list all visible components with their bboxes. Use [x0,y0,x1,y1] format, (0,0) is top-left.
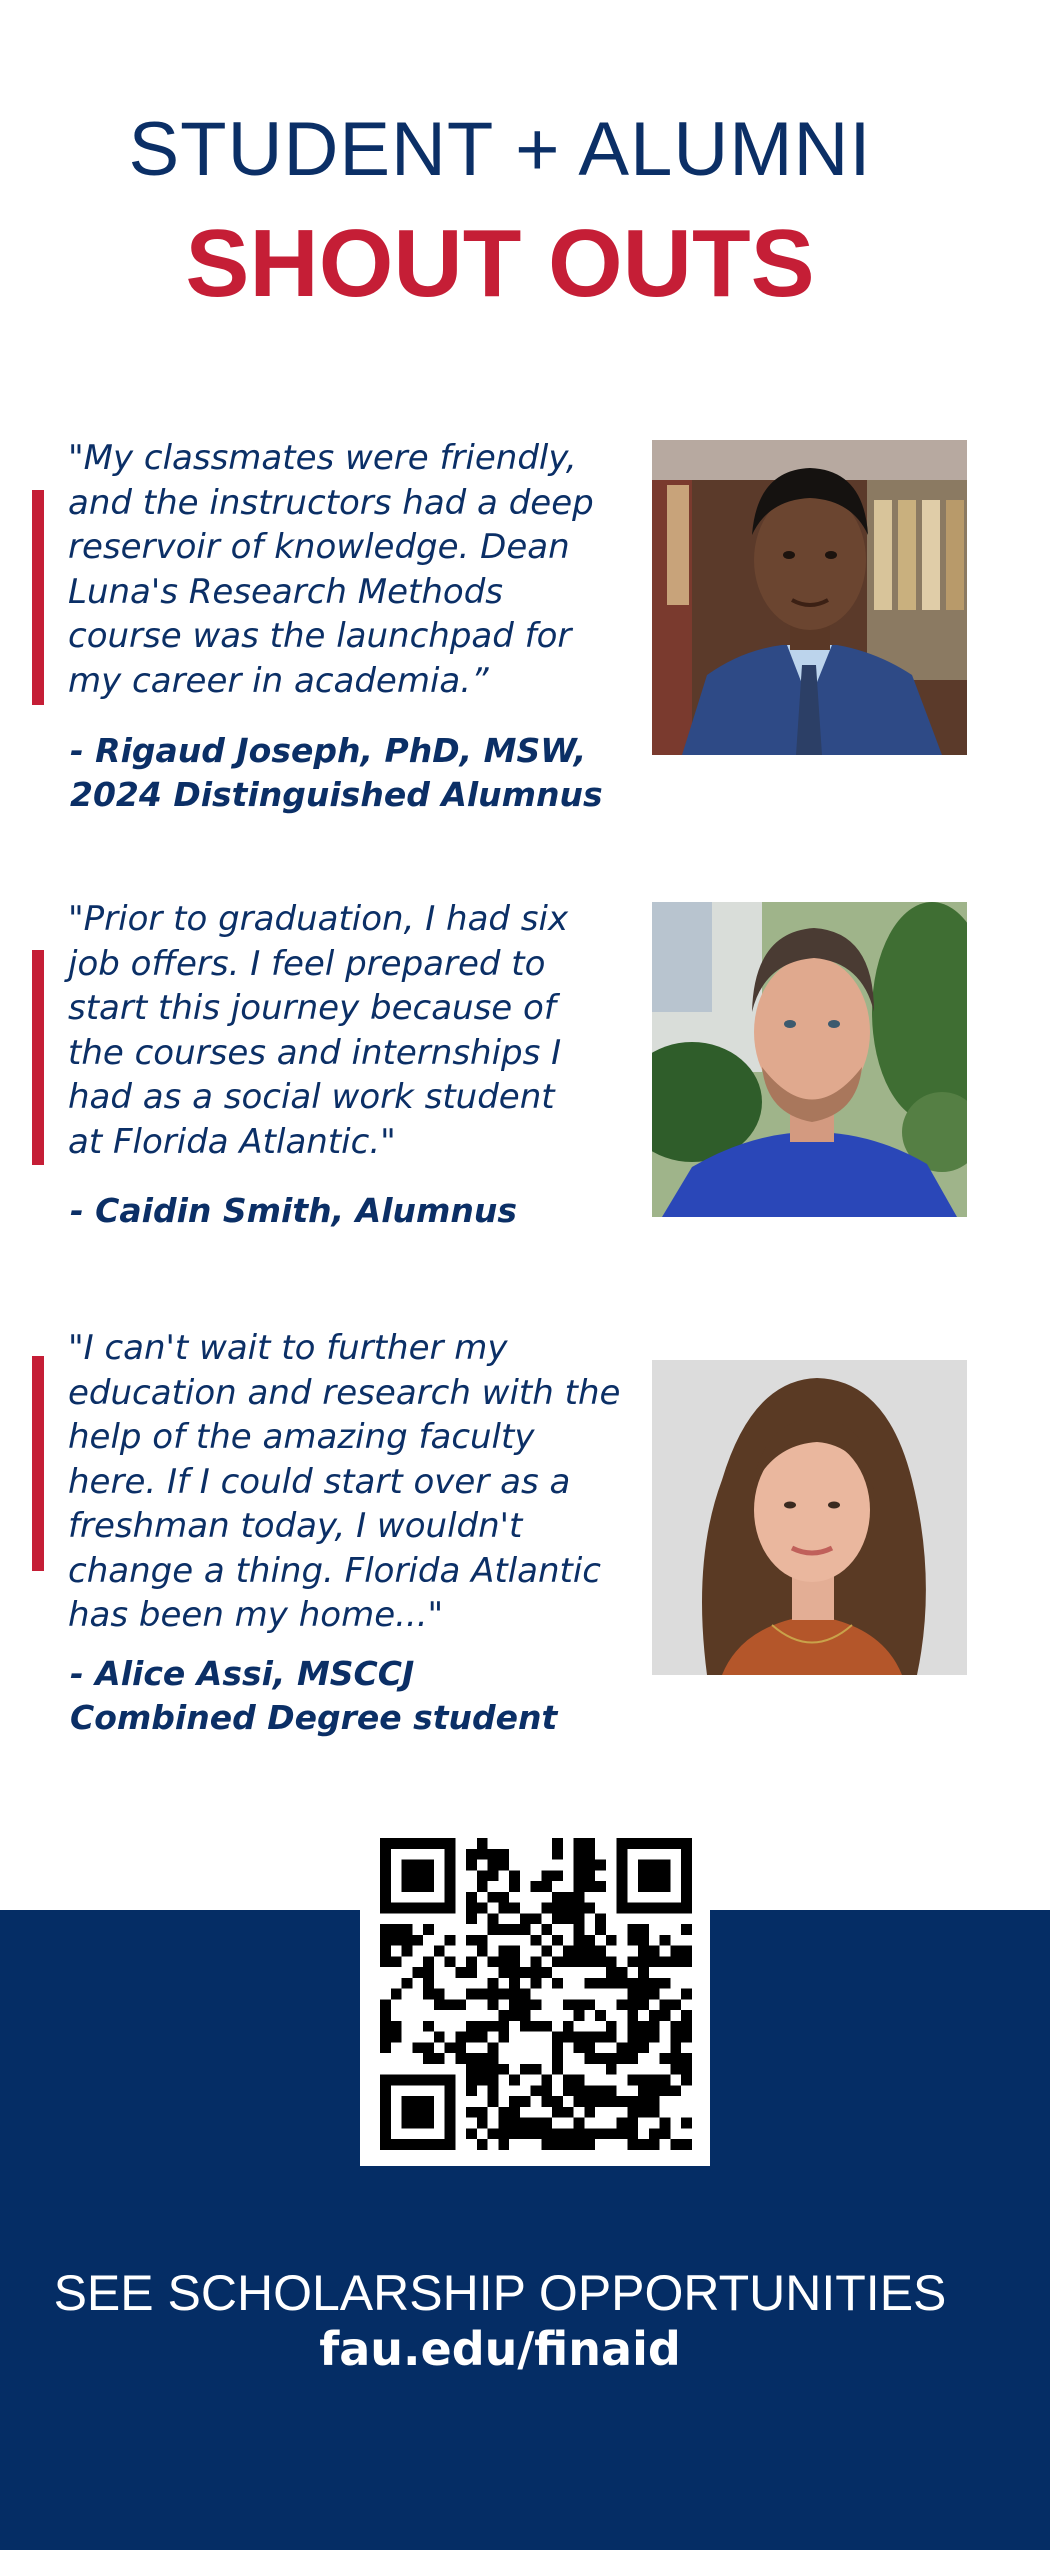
testimonial-attribution: - Caidin Smith, Alumnus [70,1191,518,1230]
accent-bar [32,490,44,705]
photo-alice-assi [652,1360,967,1675]
testimonial-quote: "I can't wait to further my education and research with the help of the amazing faculty here. If I could start over as a freshman today, I wouldn't change a thing. Florida Atlantic has been my home..." [68,1328,621,1635]
finaid-link[interactable]: fau.edu/finaid [319,2322,681,2376]
title-student-alumni: STUDENT + ALUMNI [128,107,872,192]
accent-bar [32,1356,44,1571]
photo-caidin-smith [652,902,967,1217]
portrait-illustration [652,1360,967,1675]
scholarship-cta: SEE SCHOLARSHIP OPPORTUNITIES [53,2265,947,2321]
portrait-illustration [652,440,967,755]
qr-code-icon [380,1838,692,2150]
testimonial-attribution: - Alice Assi, MSCCJ Combined Degree student [70,1654,558,1737]
photo-rigaud-joseph [652,440,967,755]
testimonial-quote: "My classmates were friendly, and the instructors had a deep reservoir of knowledge. Dean Luna's Research Methods course was the launchpad for my career in academia.” [68,438,594,701]
qr-code[interactable] [360,1826,710,2166]
portrait-illustration [652,902,967,1217]
testimonial-quote: "Prior to graduation, I had six job offers. I feel prepared to start this journey because of the courses and internships I had as a social work student at Florida Atlantic." [68,899,569,1162]
title-shout-outs: SHOUT OUTS [185,210,815,317]
testimonial-attribution: - Rigaud Joseph, PhD, MSW, 2024 Distinguished Alumnus [70,731,603,814]
accent-bar [32,950,44,1165]
